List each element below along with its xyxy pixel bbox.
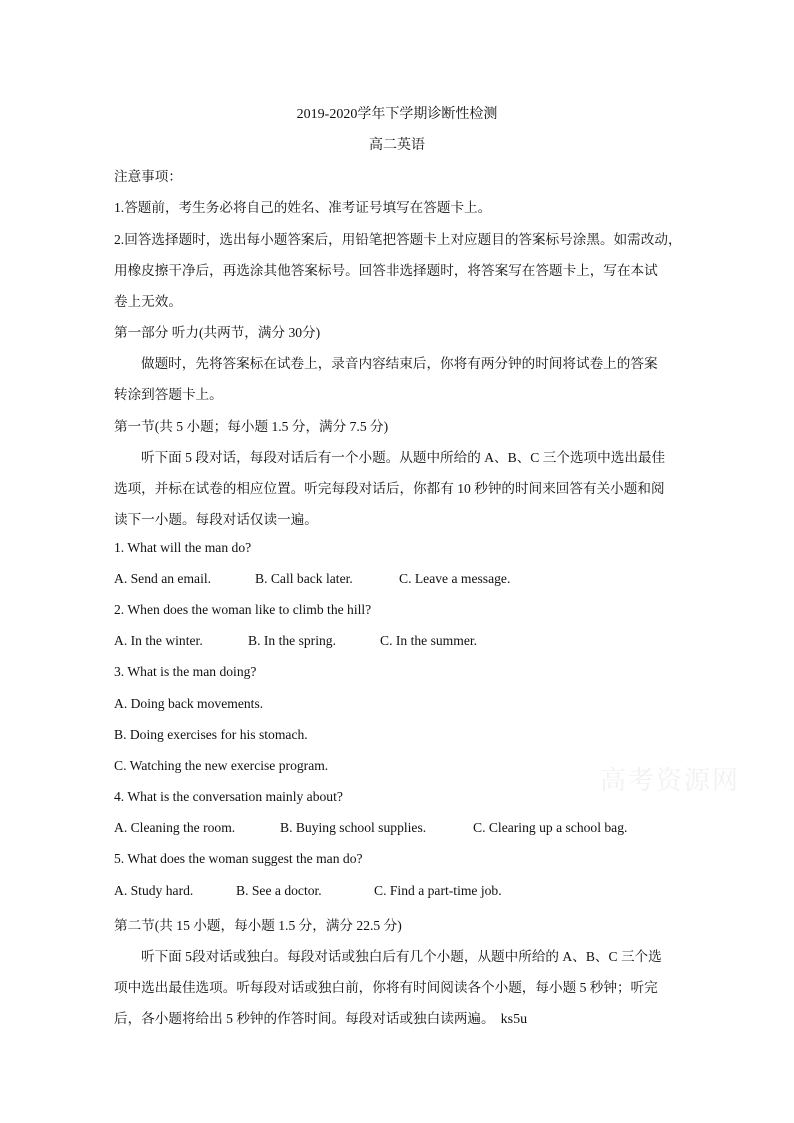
section2-intro-line-2: 项中选出最佳选项。听每段对话或独白前，你将有时间阅读各个小题，每小题 5 秒钟；听完	[114, 980, 658, 995]
question-4-option-b: B. Buying school supplies.	[280, 820, 427, 835]
question-2-option-a: A. In the winter.	[114, 633, 203, 648]
question-1-option-a: A. Send an email.	[114, 571, 212, 586]
exam-subject: 高二英语	[369, 138, 425, 153]
section2-intro-line-1: 听下面 5段对话或独白。每段对话或独白后有几个小题，从题中所给的 A、B、C 三个选	[141, 949, 662, 964]
question-4-option-c: C. Clearing up a school bag.	[473, 820, 628, 835]
notice-item-2-line-1: 2.回答选择题时，选出每小题答案后，用铅笔把答题卡上对应题目的答案标号涂黑。如需改动，	[114, 232, 682, 247]
question-4: 4. What is the conversation mainly about?	[114, 789, 343, 804]
question-4-option-a: A. Cleaning the room.	[114, 820, 236, 835]
part1-heading: 第一部分 听力(共两节，满分 30分)	[114, 325, 321, 340]
question-5-option-b: B. See a doctor.	[236, 883, 322, 898]
question-5: 5. What does the woman suggest the man do?	[114, 851, 363, 866]
section1-intro-line-1: 听下面 5 段对话，每段对话后有一个小题。从题中所给的 A、B、C 三个选项中选出最佳	[141, 450, 666, 465]
question-2-option-b: B. In the spring.	[248, 633, 336, 648]
question-1-option-c: C. Leave a message.	[399, 571, 511, 586]
ks5u-mark: ks5u	[500, 1012, 528, 1027]
section1-heading: 第一节(共 5 小题；每小题 1.5 分，满分 7.5 分)	[114, 419, 389, 434]
question-3-option-a: A. Doing back movements.	[114, 696, 264, 711]
question-5-option-c: C. Find a part-time job.	[374, 883, 502, 898]
question-2: 2. When does the woman like to climb the hill?	[114, 602, 372, 617]
section2-intro-line-3-wrap	[114, 1007, 527, 1028]
notice-item-2-line-2: 用橡皮擦干净后，再选涂其他答案标号。回答非选择题时，将答案写在答题卡上，写在本试	[114, 263, 658, 278]
question-1-option-b: B. Call back later.	[255, 571, 353, 586]
part1-intro-line-1: 做题时，先将答案标在试卷上，录音内容结束后，你将有两分钟的时间将试卷上的答案	[141, 356, 658, 371]
question-2-option-c: C. In the summer.	[380, 633, 478, 648]
question-3-option-b: B. Doing exercises for his stomach.	[114, 727, 308, 742]
notice-item-2-line-3: 卷上无效。	[114, 294, 182, 309]
notice-item-1: 1.答题前，考生务必将自己的姓名、准考证号填写在答题卡上。	[114, 200, 492, 215]
section2-heading: 第二节(共 15 小题，每小题 1.5 分，满分 22.5 分)	[114, 918, 402, 933]
notice-heading: 注意事项：	[114, 169, 182, 184]
question-3: 3. What is the man doing?	[114, 664, 257, 679]
watermark-text: 高考资源网	[600, 766, 741, 795]
section1-intro-line-2: 选项，并标在试卷的相应位置。听完每段对话后，你都有 10 秒钟的时间来回答有关小题和阅	[114, 481, 665, 496]
exam-title: 2019-2020学年下学期诊断性检测	[296, 107, 498, 122]
question-1: 1. What will the man do?	[114, 540, 252, 555]
question-5-option-a: A. Study hard.	[114, 883, 194, 898]
section1-intro-line-3: 读下一小题。每段对话仅读一遍。	[114, 512, 318, 527]
part1-intro-line-2: 转涂到答题卡上。	[114, 387, 223, 402]
section2-intro-line-3: 后，各小题将给出 5 秒钟的作答时间。每段对话或独白读两遍。	[114, 1011, 495, 1026]
question-3-option-c: C. Watching the new exercise program.	[114, 758, 329, 773]
